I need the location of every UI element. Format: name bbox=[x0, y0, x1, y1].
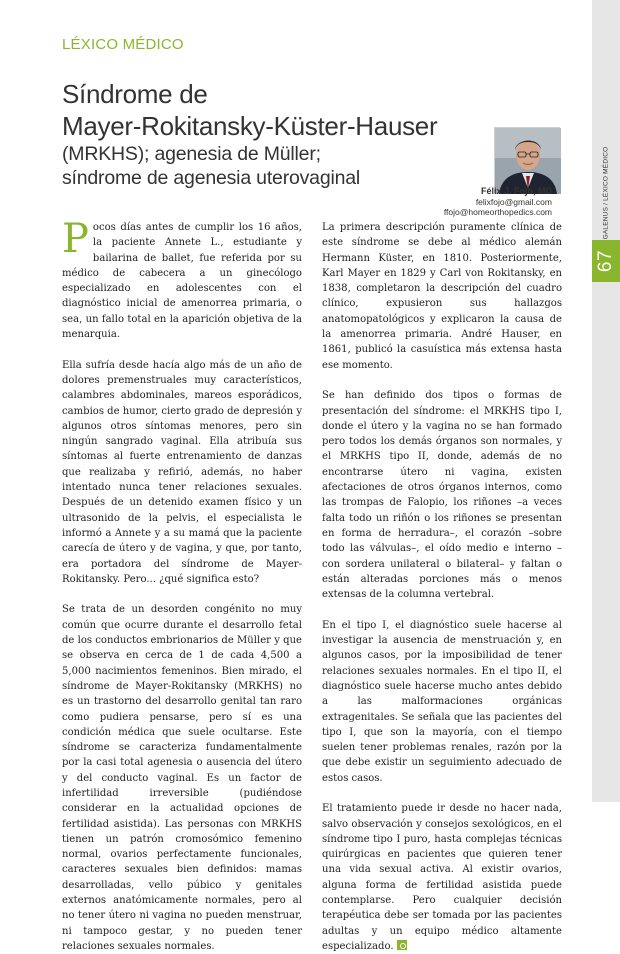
paragraph-4: La primera descripción puramente clínica de este síndrome se debe al médico alemán Hermann Küster, en 1810. Posteriormente, Karl Mayer en 1829 y Carl von Rokitansky, en 1838, completaron la descripción del cuadro clínico, expusieron sus hallazgos anatomopatológicos y explicaron la causa de la amenorrea primaria. André Hauser, en 1861, publicó la casuística más extensa hasta ese momento. bbox=[322, 222, 562, 371]
paragraph-2: Ella sufría desde hacía algo más de un año de dolores premenstruales muy característicos, calambres abdominales, mareos esporádicos, cambios de humor, cierto grado de depresión y algunos otros síntomas menores, pero sin ningún sangrado vaginal. Ella atribuía sus síntomas al fuerte entrenamiento de danzas que realizaba y refirió, además, no haber intentado nunca tener relaciones sexuales. Después de un detenido examen físico y un ultrasonido de la pelvis, el especialista le informó a Annete y a su mamá que la paciente carecía de útero y de vagina, y que, por tanto, era portadora del síndrome de Mayer-Rokitansky. Pero... ¿qué significa esto? bbox=[62, 359, 303, 585]
side-label: GALENUS / LÉXICO MÉDICO bbox=[602, 146, 610, 239]
title-line-2: Mayer-Rokitansky-Küster-Hauser bbox=[62, 111, 438, 141]
side-strip bbox=[592, 0, 620, 802]
page-number-tab bbox=[592, 240, 620, 282]
paragraph-7: El tratamiento puede ir desde no hacer nada, salvo observación y consejos sexológicos, en el síndrome tipo I puro, hasta complejas técnicas quirúrgicas en pacientes que quieren tener una vida sexual activa. Al existir ovarios, alguna forma de fertilidad asistida puede contemplarse. Pero cualquier decisión terapéutica debe ser tomada por las pacientes adultas y un equipo médico altamente especializado. bbox=[322, 803, 562, 952]
left-column bbox=[62, 216, 303, 954]
section-label: LÉXICO MÉDICO bbox=[62, 36, 184, 53]
title-line-3: (MRKHS); agenesia de Müller; bbox=[62, 143, 321, 165]
author-photo bbox=[494, 127, 560, 193]
paragraph-1: Pocos días antes de cumplir los 16 años, la paciente Annete L., estudiante y bailarina de ballet, fue referida por su médico de cabecera a un ginecólogo especializado en adolescentes con el diagnóstico inicial de amenorrea primaria, o sea, un fallo total en la aparición objetiva de la menarquia. bbox=[62, 216, 302, 341]
author-name: Félix J. Fojo, MD bbox=[480, 186, 552, 196]
author-email-2: ffojo@homeorthopedics.com bbox=[443, 207, 552, 217]
paragraph-5: Se han definido dos tipos o formas de presentación del síndrome: el MRKHS tipo I, donde el útero y la vagina no se han formado pero todos los demás órganos son normales, y el MRKHS tipo II, donde, además de no encontrarse útero ni vagina, existen afectaciones de otros órganos internos, como las trompas de Falopio, los riñones –a veces falta todo un riñón o los riñones se presentan en forma de herradura–, el corazón –sobre todo las válvulas–, el oído medio e interno –con sordera unilateral o bilateral– y faltan o están alteradas porciones más o menos extensas de la columna vertebral. bbox=[322, 390, 562, 601]
paragraph-3: Se trata de un desorden congénito no muy común que ocurre durante el desarrollo fetal de los conductos embrionarios de Müller y que se observa en cerca de 1 de cada 4,500 a 5,000 nacimientos femeninos. Bien mirado, el síndrome de Mayer-Rokitansky (MRKHS) no es un trastorno del desarrollo genital tan raro como pudiera pensarse, pero sí es una condición médica que suele ocultarse. Este síndrome se caracteriza fundamentalmente por la casi total agenesia o ausencia del útero y del conducto vaginal. Es un factor de infertilidad irreversible (pudiéndose considerar en la actualidad opciones de fertilidad asistida). Las personas con MRKHS tienen un patrón cromosómico femenino normal, ovarios perfectamente funcionales, caracteres sexuales bien definidos: mamas desarrolladas, vello púbico y genitales externos anatómicamente normales, pero al no tener útero ni vagina no pueden menstruar, ni tampoco gestar, y no pueden tener relaciones sexuales normales. bbox=[62, 604, 302, 952]
end-of-article-icon bbox=[397, 940, 407, 950]
page-number: 67 bbox=[594, 249, 616, 273]
title-line-4: síndrome de agenesia uterovaginal bbox=[62, 167, 361, 189]
title-line-1: Síndrome de bbox=[62, 79, 208, 109]
article-title bbox=[62, 78, 502, 190]
author-info bbox=[444, 186, 552, 218]
drop-cap: P bbox=[62, 216, 89, 262]
right-column bbox=[322, 220, 562, 954]
author-email-1: felixfojo@gmail.com bbox=[475, 196, 552, 207]
paragraph-6: En el tipo I, el diagnóstico suele hacerse al investigar la ausencia de menstruación y, en algunos casos, por la imposibilidad de tener relaciones sexuales normales. En el tipo II, el diagnóstico suele hacerse mucho antes debido a las malformaciones orgánicas extragenitales. Se señala que las pacientes del tipo I, que son la mayoría, con el tiempo suelen tener problemas renales, razón por la que debe existir un seguimiento adecuado de estos casos. bbox=[322, 619, 562, 784]
